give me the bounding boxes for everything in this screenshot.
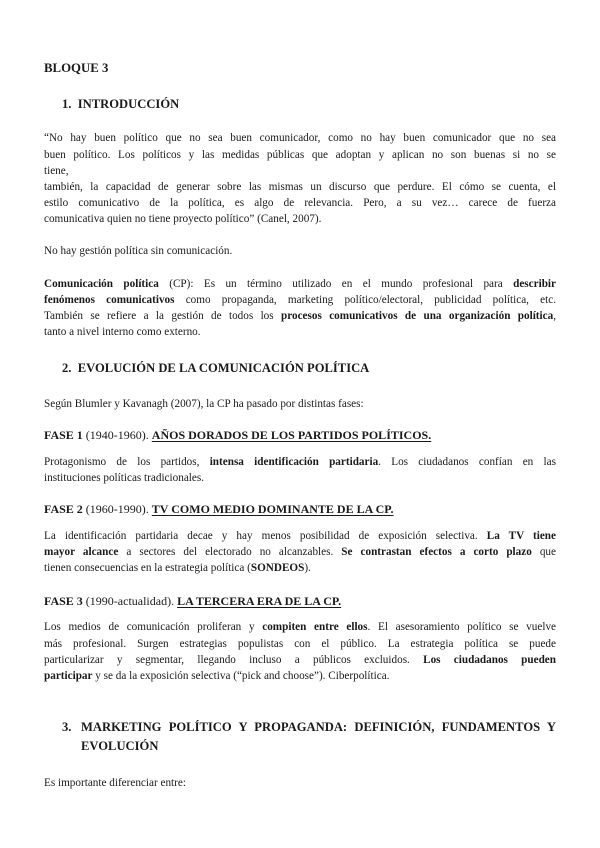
block-title: BLOQUE 3 — [44, 61, 109, 75]
fase-text: Los medios de comunicación proliferan y — [44, 621, 263, 633]
fase-3-line-2: más profesional. Surgen estrategias populistas con el público. La estrategia política se puede — [44, 638, 556, 650]
fase-3-label: FASE 3 — [44, 594, 83, 608]
fase-text: La identificación partidaria decae y hay menos posibilidad de exposición selectiva. — [44, 530, 487, 542]
definition-line-2 — [44, 293, 556, 307]
fase-text: . Los ciudadanos confían en las — [378, 456, 556, 468]
quote-line-5: estilo comunicativo de la política, es algo de relevancia. Pero, a su vez… carece de fuerza — [44, 197, 556, 209]
fase-bold: SONDEOS — [250, 562, 305, 574]
section-3-heading — [62, 720, 71, 734]
fase-3-line-4 — [44, 669, 389, 683]
fase-1-label: FASE 1 — [44, 428, 83, 442]
section-3-number: 3. — [62, 720, 72, 734]
definition-text: También se refiere a la gestión de todos los — [44, 310, 282, 322]
fase-text: ). — [304, 562, 311, 574]
section-2-number: 2. — [62, 361, 72, 375]
definition-term: Comunicación política — [44, 278, 159, 290]
fase-3-name: LA TERCERA ERA DE LA CP. — [177, 594, 342, 608]
fase-text: particularizar y segmentar, llegando incluso a públicos excluidos. — [44, 654, 424, 666]
fase-bold: mayor alcance — [44, 546, 119, 558]
definition-bold: describir — [513, 278, 556, 290]
section-2-intro: Según Blumler y Kavanagh (2007), la CP ha pasado por distintas fases: — [44, 398, 364, 410]
fase-bold: La TV tiene — [486, 530, 556, 542]
fase-1-line-1 — [44, 455, 556, 469]
fase-bold: intensa identificación partidaria — [209, 456, 379, 468]
section-3-intro: Es importante diferenciar entre: — [44, 777, 186, 789]
fase-bold: compiten entre ellos — [262, 621, 368, 633]
section-2-title: EVOLUCIÓN DE LA COMUNICACIÓN POLÍTICA — [77, 361, 370, 375]
definition-line-4: tanto a nivel interno como externo. — [44, 326, 201, 338]
fase-2-line-1 — [44, 529, 556, 543]
section-2-heading — [62, 361, 369, 375]
fase-1-name: AÑOS DORADOS DE LOS PARTIDOS POLÍTICOS. — [151, 428, 432, 442]
fase-3-dates: (1990-actualidad). — [82, 594, 178, 608]
fase-3-heading — [44, 594, 341, 608]
section-1-heading — [62, 97, 179, 111]
fase-2-dates: (1960-1990). — [82, 502, 152, 516]
fase-2-name: TV COMO MEDIO DOMINANTE DE LA CP. — [151, 502, 394, 516]
fase-text: . El asesoramiento político se vuelve — [367, 621, 557, 633]
definition-bold: procesos comunicativos de una organización política — [281, 310, 554, 322]
fase-2-heading — [44, 502, 393, 516]
fase-2-line-3 — [44, 561, 311, 575]
statement-paragraph: No hay gestión política sin comunicación. — [44, 245, 233, 257]
definition-line-1 — [44, 277, 556, 291]
fase-1-dates: (1940-1960). — [82, 428, 152, 442]
fase-bold: Se contrastan efectos a corto plazo — [341, 546, 532, 558]
fase-text: Protagonismo de los partidos, — [44, 456, 210, 468]
fase-bold: participar — [44, 670, 93, 682]
quote-line-3: tiene, — [44, 165, 69, 177]
fase-text: y se da la exposición selectiva (“pick and choose”). Ciberpolítica. — [92, 670, 390, 682]
fase-1-line-2: instituciones políticas tradicionales. — [44, 472, 205, 484]
fase-2-label: FASE 2 — [44, 502, 83, 516]
quote-line-2: buen político. Los políticos y las medidas públicas que adoptan y aplican no son buenas si no se — [44, 149, 556, 161]
quote-line-4: también, la capacidad de generar sobre las mismas un discurso que perdure. El cómo se cuenta, el — [44, 181, 556, 193]
fase-text: que — [531, 546, 556, 558]
quote-line-6: comunicativa quien no tiene proyecto político” (Canel, 2007). — [44, 213, 322, 225]
definition-text: (CP): Es un término utilizado en el mundo profesional para — [158, 278, 514, 290]
fase-bold: Los ciudadanos pueden — [423, 654, 556, 666]
section-1-number: 1. — [62, 97, 72, 111]
section-1-title: INTRODUCCIÓN — [77, 97, 180, 111]
fase-2-line-2 — [44, 545, 556, 559]
definition-text: como propaganda, marketing político/electoral, publicidad política, etc. — [174, 294, 556, 306]
definition-line-3 — [44, 309, 556, 323]
quote-line-1: “No hay buen político que no sea buen comunicador, como no hay buen comunicador que no sea — [44, 132, 556, 144]
section-3-title-line-1: MARKETING POLÍTICO Y PROPAGANDA: DEFINICIÓN, FUNDAMENTOS Y — [81, 720, 556, 734]
fase-3-line-3 — [44, 653, 556, 667]
fase-1-heading — [44, 428, 431, 442]
fase-text: a sectores del electorado no alcanzables. — [118, 546, 342, 558]
definition-bold: fenómenos comunicativos — [44, 294, 175, 306]
section-3-title-line-2: EVOLUCIÓN — [81, 739, 159, 753]
definition-text: , — [553, 310, 557, 322]
fase-text: tienen consecuencias en la estrategia política ( — [44, 562, 251, 574]
fase-3-line-1 — [44, 620, 556, 634]
